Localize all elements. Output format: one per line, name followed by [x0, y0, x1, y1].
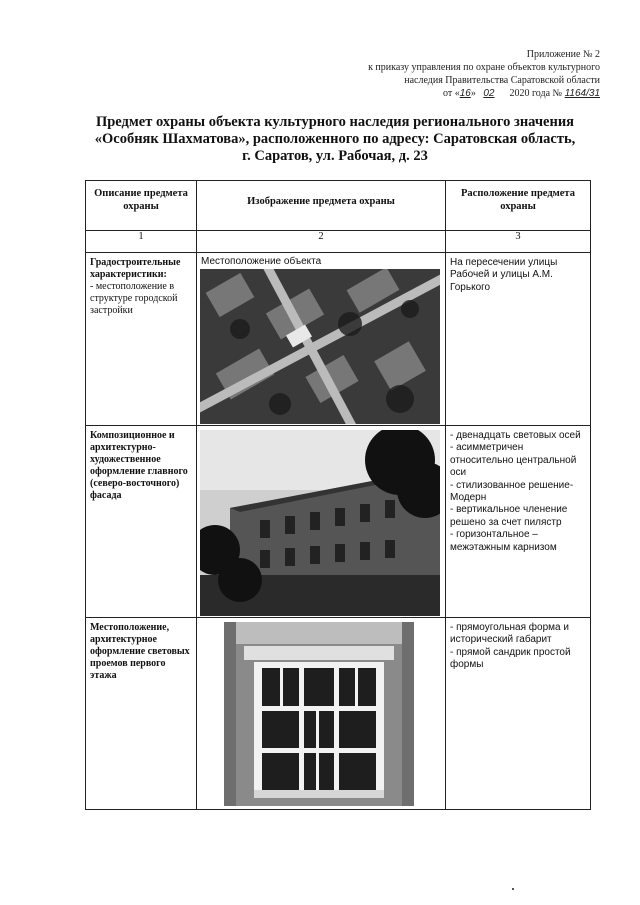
document-title — [70, 114, 600, 165]
location-item: - горизонтальное – межэтажным карнизом — [450, 529, 557, 553]
header-location — [446, 181, 591, 231]
description-bold: Композиционное и архитектурно-художественное оформление главного (северо-восточного) фасада — [90, 430, 188, 501]
date-year: 2020 года № — [509, 88, 563, 99]
date-prefix: от — [442, 88, 453, 99]
page-speck — [512, 888, 514, 890]
description-bold: Градостроительные характеристики: — [90, 257, 181, 280]
date-month: 02 — [483, 88, 495, 99]
date-day: 16 — [459, 88, 471, 99]
header-description-text: Описание предмета охраны — [94, 188, 188, 212]
appendix-header — [300, 48, 600, 100]
image-cell — [197, 253, 446, 426]
description-bold: Местоположение, архитектурное оформление световых проемов первого этажа — [90, 622, 190, 681]
header-image — [197, 181, 446, 231]
appendix-line2: к приказу управления по охране объектов культурного — [368, 62, 600, 73]
image-cell — [197, 426, 446, 618]
title-line1: Предмет охраны объекта культурного наследия регионального значения — [95, 114, 575, 130]
column-number: 1 — [86, 231, 197, 253]
description-cell — [86, 618, 197, 810]
location-cell — [446, 426, 591, 618]
protection-table — [85, 180, 591, 810]
aerial-map-photo — [200, 269, 440, 424]
location-item: - вертикальное членение решено за счет пилястр — [450, 504, 568, 528]
location-list — [446, 426, 590, 558]
appendix-line3: наследия Правительства Саратовской области — [404, 75, 600, 86]
table-row — [86, 618, 591, 810]
table-row — [86, 426, 591, 618]
table-number-row — [86, 231, 591, 253]
location-item: - асимметричен относительно центральной оси — [450, 442, 577, 479]
header-image-text: Изображение предмета охраны — [247, 196, 395, 207]
image-cell — [197, 618, 446, 810]
table-row — [86, 253, 591, 426]
header-description — [86, 181, 197, 231]
location-cell — [446, 253, 591, 426]
location-item: - прямоугольная форма и исторический габарит — [450, 622, 569, 646]
location-item: - прямой сандрик простой формы — [450, 646, 571, 671]
column-number: 3 — [446, 231, 591, 253]
location-item: - стилизованное решение- Модерн — [450, 479, 574, 504]
description-cell — [86, 253, 197, 426]
appendix-line1: Приложение № 2 — [526, 49, 600, 60]
title-line2: «Особняк Шахматова», расположенного по адресу: Саратовская область, — [94, 131, 576, 147]
window-photo — [224, 622, 414, 806]
order-number: 1164/31 — [564, 88, 600, 99]
title-line3: г. Саратов, ул. Рабочая, д. 23 — [242, 148, 428, 164]
image-label: Местоположение объекта — [201, 256, 322, 267]
location-cell — [446, 618, 591, 810]
location-text: На пересечении улицы Рабочей и улицы А.М. Горького — [450, 257, 558, 293]
table-header-row — [86, 181, 591, 231]
location-item: - двенадцать световых осей — [450, 430, 581, 441]
description-plain: - местоположение в структуре городской застройки — [90, 281, 178, 316]
header-location-text: Расположение предмета охраны — [461, 188, 575, 212]
column-number: 2 — [197, 231, 446, 253]
description-cell — [86, 426, 197, 618]
facade-photo — [200, 430, 440, 616]
location-list — [446, 618, 590, 676]
appendix-date-line: от «16» 02 2020 года № 1164/31 — [442, 88, 600, 99]
